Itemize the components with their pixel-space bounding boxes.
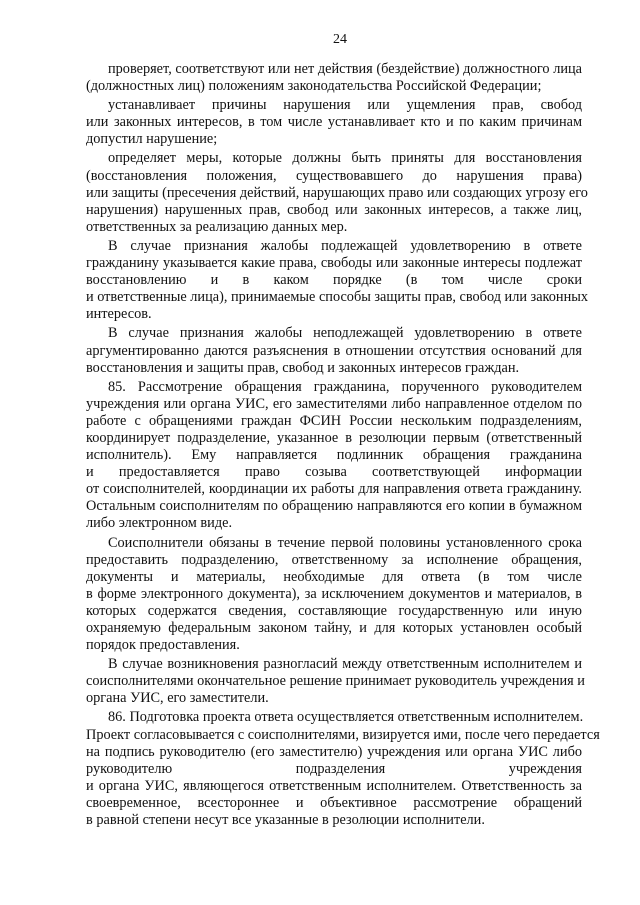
text-line: В случае возникновения разногласий между ответственным исполнителем и — [108, 656, 582, 673]
paragraph — [86, 535, 582, 655]
text-line: от соисполнителей, координации их работы для направления ответа гражданину. — [86, 481, 582, 498]
text-line: или защиты (пресечения действий, нарушающих право или создающих угрозу его — [86, 184, 588, 201]
text-line: исполнитель). Ему направляется подлинник обращения гражданина — [86, 447, 582, 464]
paragraph — [86, 325, 582, 376]
text-line: которых содержатся сведения, составляющие государственную или иную — [86, 602, 582, 619]
paragraph — [86, 97, 582, 148]
text-line: органа УИС, его заместители. — [86, 690, 269, 707]
text-line: учреждения или органа УИС, его заместителями либо направленное отделом по — [86, 395, 582, 412]
text-line: руководителю подразделения учреждения — [86, 760, 582, 777]
paragraph — [86, 61, 582, 95]
text-line: (должностных лиц) положениям законодательства Российской Федерации; — [86, 78, 542, 95]
text-line: ответственных за реализацию данных мер. — [86, 218, 348, 235]
document-body — [86, 59, 600, 829]
text-line: восстановлению и в каком порядке (в том числе сроки — [86, 272, 582, 289]
text-line: в форме электронного документа), за исключением документов и материалов, в — [86, 585, 582, 602]
text-line: своевременное, всестороннее и объективное рассмотрение обращений — [86, 794, 582, 811]
text-line: и органа УИС, являющегося ответственным исполнителем. Ответственность за — [86, 777, 582, 794]
text-line: (восстановления положения, существовавшего до нарушения права) — [86, 167, 582, 184]
text-line: 86. Подготовка проекта ответа осуществляется ответственным исполнителем. — [108, 709, 584, 726]
text-line: и ответственные лица), принимаемые способы защиты прав, свобод или законных — [86, 289, 588, 306]
paragraph — [86, 656, 585, 707]
text-line: охраняемую федеральным законом тайну, и для которых установлен особый — [86, 620, 582, 636]
text-line: Остальным соисполнителям по обращению направляются его копии в бумажном — [86, 498, 582, 515]
text-line: Соисполнители обязаны в течение первой половины установленного срока — [108, 534, 582, 551]
text-line: гражданину указывается какие права, свободы или законные интересы подлежат — [86, 255, 582, 272]
text-line: интересов. — [86, 306, 152, 323]
text-line: координирует подразделение, указанное в резолюции первым (ответственный — [86, 429, 582, 446]
text-line: документы и материалы, необходимые для ответа (в том числе — [86, 568, 582, 585]
paragraph — [86, 150, 588, 235]
page-number: 24 — [333, 32, 347, 47]
text-line: в равной степени несут все указанные в резолюции исполнители. — [86, 812, 485, 829]
paragraph — [86, 709, 600, 829]
paragraph — [86, 237, 588, 323]
text-line: допустил нарушение; — [86, 131, 218, 148]
text-line: и предоставляется право созыва соответствующей информации — [86, 464, 582, 481]
text-line: на подпись руководителю (его заместителю) учреждения или органа УИС либо — [86, 743, 582, 760]
text-line: порядок предоставления. — [86, 637, 240, 654]
text-line: восстановления и защиты прав, свобод и законных интересов граждан. — [86, 359, 520, 376]
text-line: соисполнителями окончательное решение принимает руководитель учреждения и — [86, 673, 585, 690]
text-line: Проект согласовывается с соисполнителями, визируется ими, после чего передается — [86, 726, 600, 743]
text-line: аргументированно даются разъяснения в отношении отсутствия оснований для — [86, 342, 582, 359]
text-line: устанавливает причины нарушения или ущемления прав, свобод — [108, 97, 582, 114]
paragraph — [86, 379, 582, 533]
text-line: работе с обращениями граждан ФСИН России нескольким подразделениям, — [86, 412, 582, 429]
text-line: нарушения) нарушенных прав, свобод или законных интересов, а также лиц, — [86, 201, 582, 218]
text-line: В случае признания жалобы подлежащей удовлетворению в ответе — [108, 237, 582, 254]
text-line: 85. Рассмотрение обращения гражданина, порученного руководителем — [108, 378, 582, 395]
text-line: проверяет, соответствуют или нет действия (бездействие) должностного лица — [108, 61, 582, 77]
text-line: В случае признания жалобы неподлежащей удовлетворению в ответе — [108, 325, 582, 342]
text-line: или законных интересов, в том числе устанавливает кто и по каким причинам — [86, 114, 582, 131]
text-line: либо электронном виде. — [86, 515, 233, 532]
text-line: определяет меры, которые должны быть приняты для восстановления — [108, 150, 582, 167]
text-line: предоставить подразделению, ответственному за исполнение обращения, — [86, 551, 582, 568]
